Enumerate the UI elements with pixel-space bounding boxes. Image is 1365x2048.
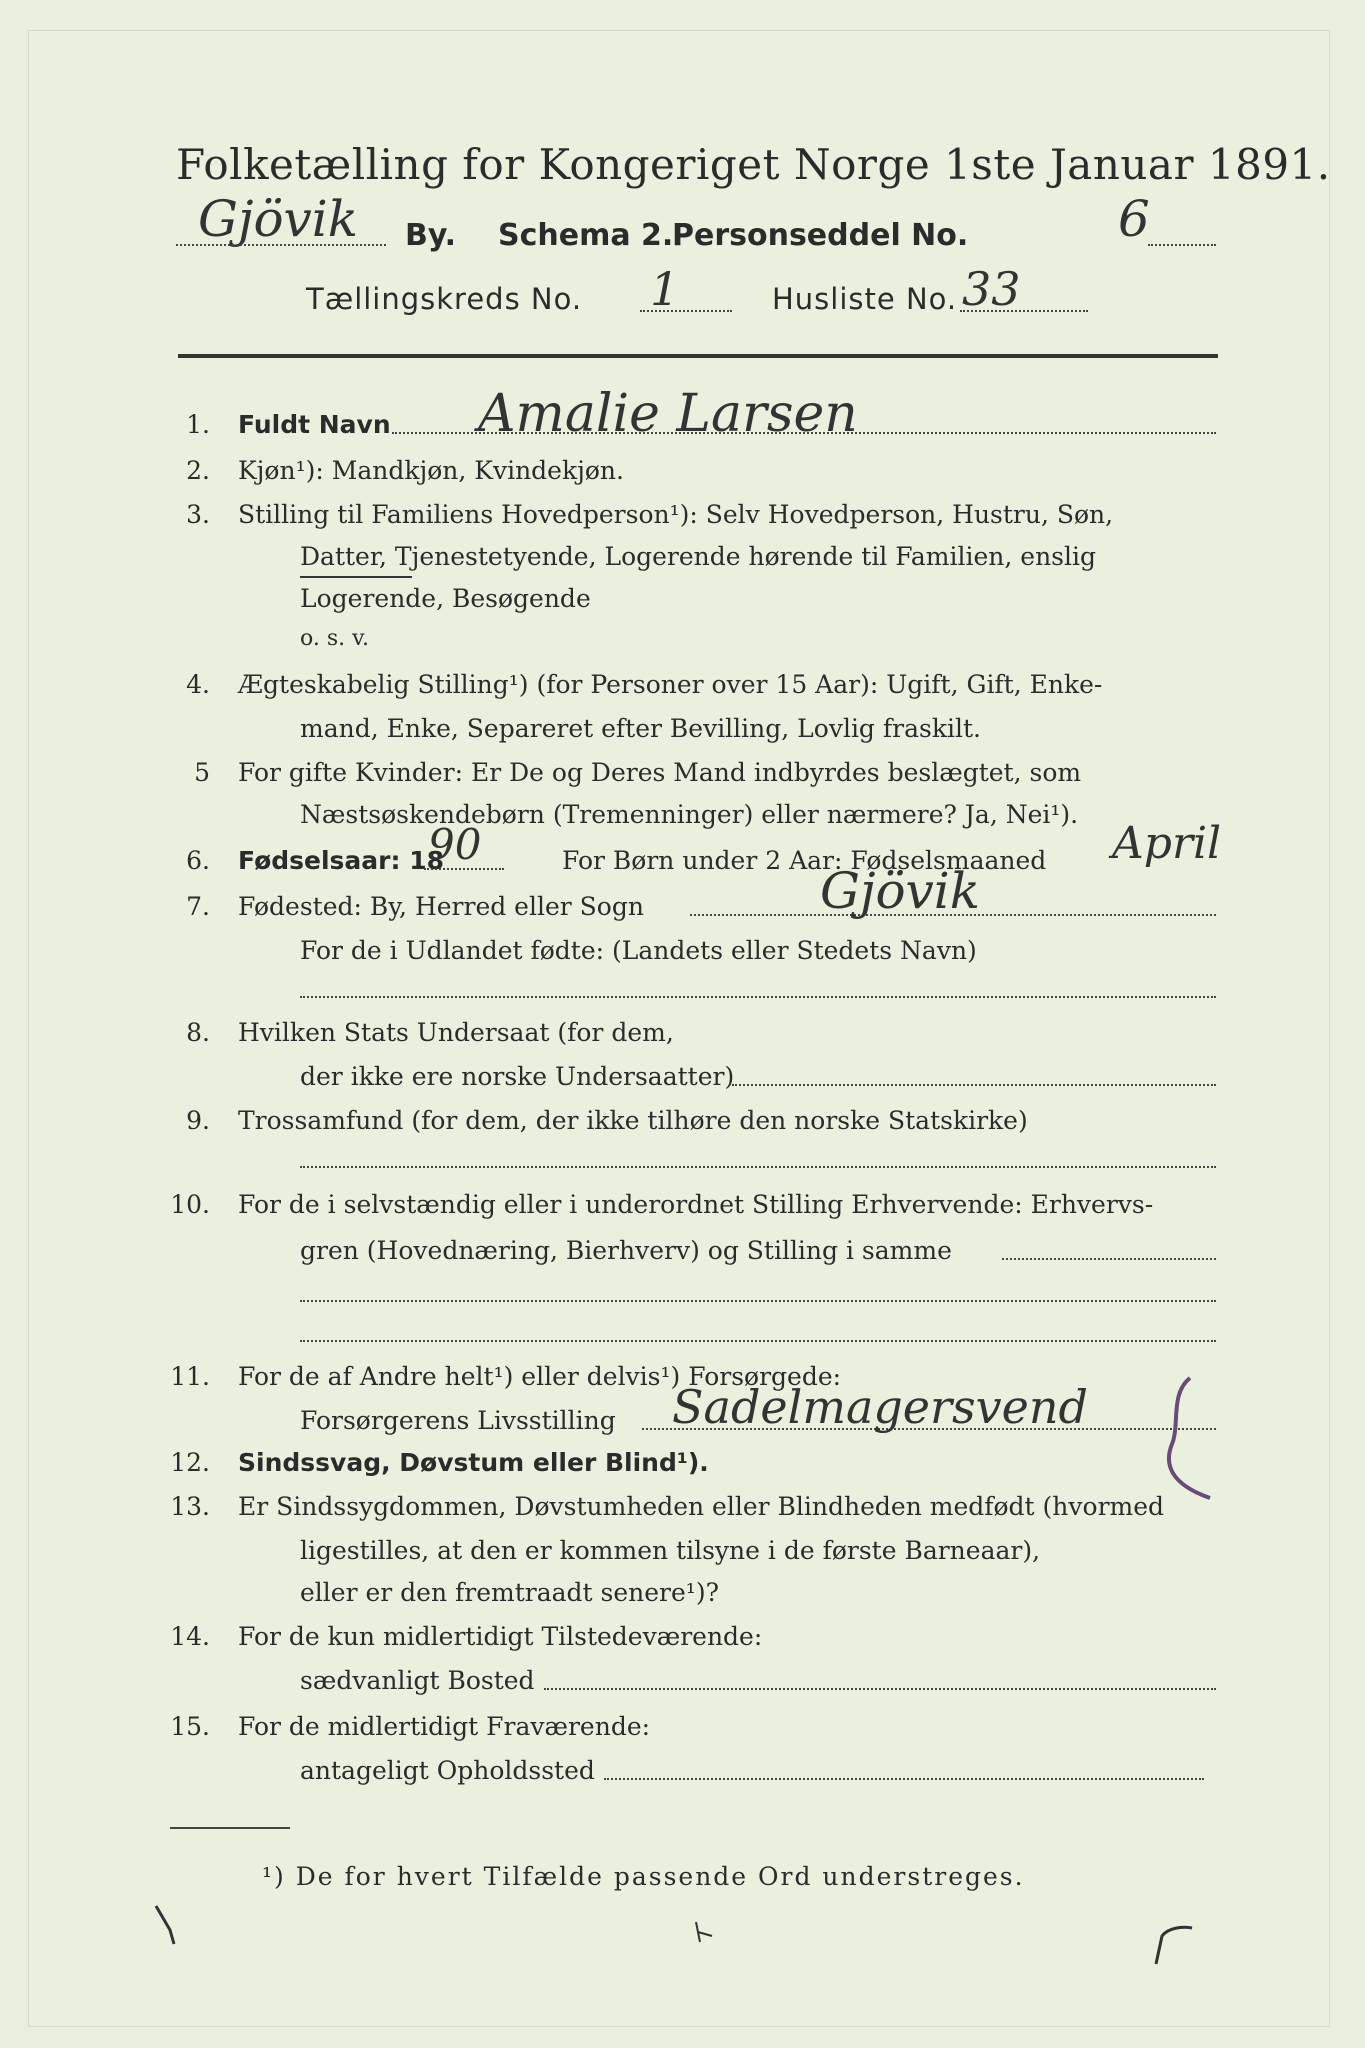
paper-sheet <box>28 30 1330 2027</box>
kreds-number: 1 <box>650 262 680 316</box>
item-number: 8. <box>186 1018 210 1047</box>
answer-full-name: Amalie Larsen <box>478 384 858 444</box>
answer-birth-year: 90 <box>428 820 482 869</box>
item-number: 10. <box>170 1190 210 1219</box>
item-label: Ægteskabelig Stilling¹) (for Personer over 15 Aar): Ugift, Gift, Enke- <box>238 670 1103 699</box>
by-label: By. <box>405 218 457 253</box>
item-label: ligestilles, at den er kommen tilsyne i de første Barneaar), <box>300 1536 1041 1565</box>
underline-mark <box>300 576 412 578</box>
item-label: gren (Hovednæring, Bierhverv) og Stilling i samme <box>300 1236 952 1265</box>
answer-birthplace: Gjövik <box>820 862 981 920</box>
item-label: For gifte Kvinder: Er De og Deres Mand indbyrdes beslægtet, som <box>238 758 1082 787</box>
item-number: 5 <box>194 758 210 787</box>
item-number: 6. <box>186 846 210 875</box>
answer-dotted-line <box>300 1166 1216 1168</box>
item-label: o. s. v. <box>300 626 369 651</box>
item-label: Kjøn¹): Mandkjøn, Kvindekjøn. <box>238 456 624 485</box>
personseddel-number: 6 <box>1118 190 1150 248</box>
answer-dotted-line <box>732 1084 1216 1086</box>
husliste-number: 33 <box>962 262 1021 316</box>
item-number: 7. <box>186 892 210 921</box>
item-label: Sindssvag, Døvstum eller Blind¹). <box>238 1448 709 1477</box>
personseddel-dotted-line <box>1148 244 1216 246</box>
item-number: 1. <box>186 410 210 439</box>
item-number: 2. <box>186 456 210 485</box>
answer-dotted-line <box>544 1688 1216 1690</box>
item-label: Hvilken Stats Undersaat (for dem, <box>238 1018 674 1047</box>
answer-dotted-line <box>424 868 504 870</box>
item-label: sædvanligt Bosted <box>300 1666 535 1695</box>
item-label: Logerende, Besøgende <box>300 584 591 613</box>
answer-dotted-line <box>604 1778 1204 1780</box>
item-label: Fødested: By, Herred eller Sogn <box>238 892 644 921</box>
husliste-label: Husliste No. <box>772 282 958 316</box>
item-label: For de i Udlandet fødte: (Landets eller Stedets Navn) <box>300 936 977 965</box>
answer-dotted-line <box>300 1340 1216 1342</box>
stray-mark <box>690 1918 720 1948</box>
item-label: For de af Andre helt¹) eller delvis¹) Forsørgede: <box>238 1362 842 1391</box>
item-label: antageligt Opholdssted <box>300 1756 595 1785</box>
item-label: Næstsøskendebørn (Tremenninger) eller nærmere? Ja, Nei¹). <box>300 800 1079 829</box>
item-number: 9. <box>186 1106 210 1135</box>
personseddel-label: Personseddel No. <box>672 218 969 253</box>
kreds-label: Tællingskreds No. <box>306 282 583 316</box>
item-label: der ikke ere norske Undersaatter) <box>300 1062 735 1091</box>
item-label: Forsørgerens Livsstilling <box>300 1406 616 1435</box>
item-label: For de i selvstændig eller i underordnet Stilling Erhvervende: Erhvervs- <box>238 1190 1154 1219</box>
answer-dotted-line <box>1002 1258 1216 1260</box>
answer-dotted-line <box>300 996 1216 998</box>
item-label: eller er den fremtraadt senere¹)? <box>300 1578 719 1607</box>
answer-birth-month: April <box>1112 818 1222 869</box>
bracket-mark <box>1150 1374 1230 1504</box>
footnote: ¹) De for hvert Tilfælde passende Ord understreges. <box>262 1862 1025 1891</box>
item-label: Er Sindssygdommen, Døvstumheden eller Blindheden medfødt (hvormed <box>238 1492 1165 1521</box>
stray-mark <box>150 1900 190 1950</box>
item-label: Trossamfund (for dem, der ikke tilhøre den norske Statskirke) <box>238 1106 1028 1135</box>
item-label: Datter, Tjenestetyende, Logerende hørende til Familien, enslig <box>300 542 1097 571</box>
item-label: For de midlertidigt Fraværende: <box>238 1712 651 1741</box>
item-number: 13. <box>170 1492 210 1521</box>
form-title: Folketælling for Kongeriget Norge 1ste Januar 1891. <box>176 140 1331 189</box>
husliste-dotted-line <box>960 310 1088 312</box>
header-rule <box>178 354 1218 358</box>
answer-dotted-line <box>300 1300 1216 1302</box>
item-label: Fødselsaar: 18 <box>238 846 444 875</box>
answer-provider-occupation: Sadelmagersvend <box>672 1380 1088 1434</box>
item-label: Fuldt Navn <box>238 410 391 439</box>
item-label: mand, Enke, Separeret efter Bevilling, Lovlig fraskilt. <box>300 714 981 743</box>
town-dotted-line <box>176 244 386 246</box>
item-number: 4. <box>186 670 210 699</box>
item-label: For Børn under 2 Aar: Fødselsmaaned <box>562 846 1047 875</box>
item-number: 14. <box>170 1622 210 1651</box>
item-label: Stilling til Familiens Hovedperson¹): Selv Hovedperson, Hustru, Søn, <box>238 500 1114 529</box>
schema-label: Schema 2. <box>498 218 674 253</box>
town-handwritten: Gjövik <box>198 190 359 248</box>
footnote-rule <box>170 1827 290 1829</box>
kreds-dotted-line <box>640 310 732 312</box>
item-number: 3. <box>186 500 210 529</box>
item-number: 11. <box>170 1362 210 1391</box>
item-label: For de kun midlertidigt Tilstedeværende: <box>238 1622 763 1651</box>
item-number: 15. <box>170 1712 210 1741</box>
stray-mark <box>1148 1920 1198 1970</box>
item-number: 12. <box>170 1448 210 1477</box>
